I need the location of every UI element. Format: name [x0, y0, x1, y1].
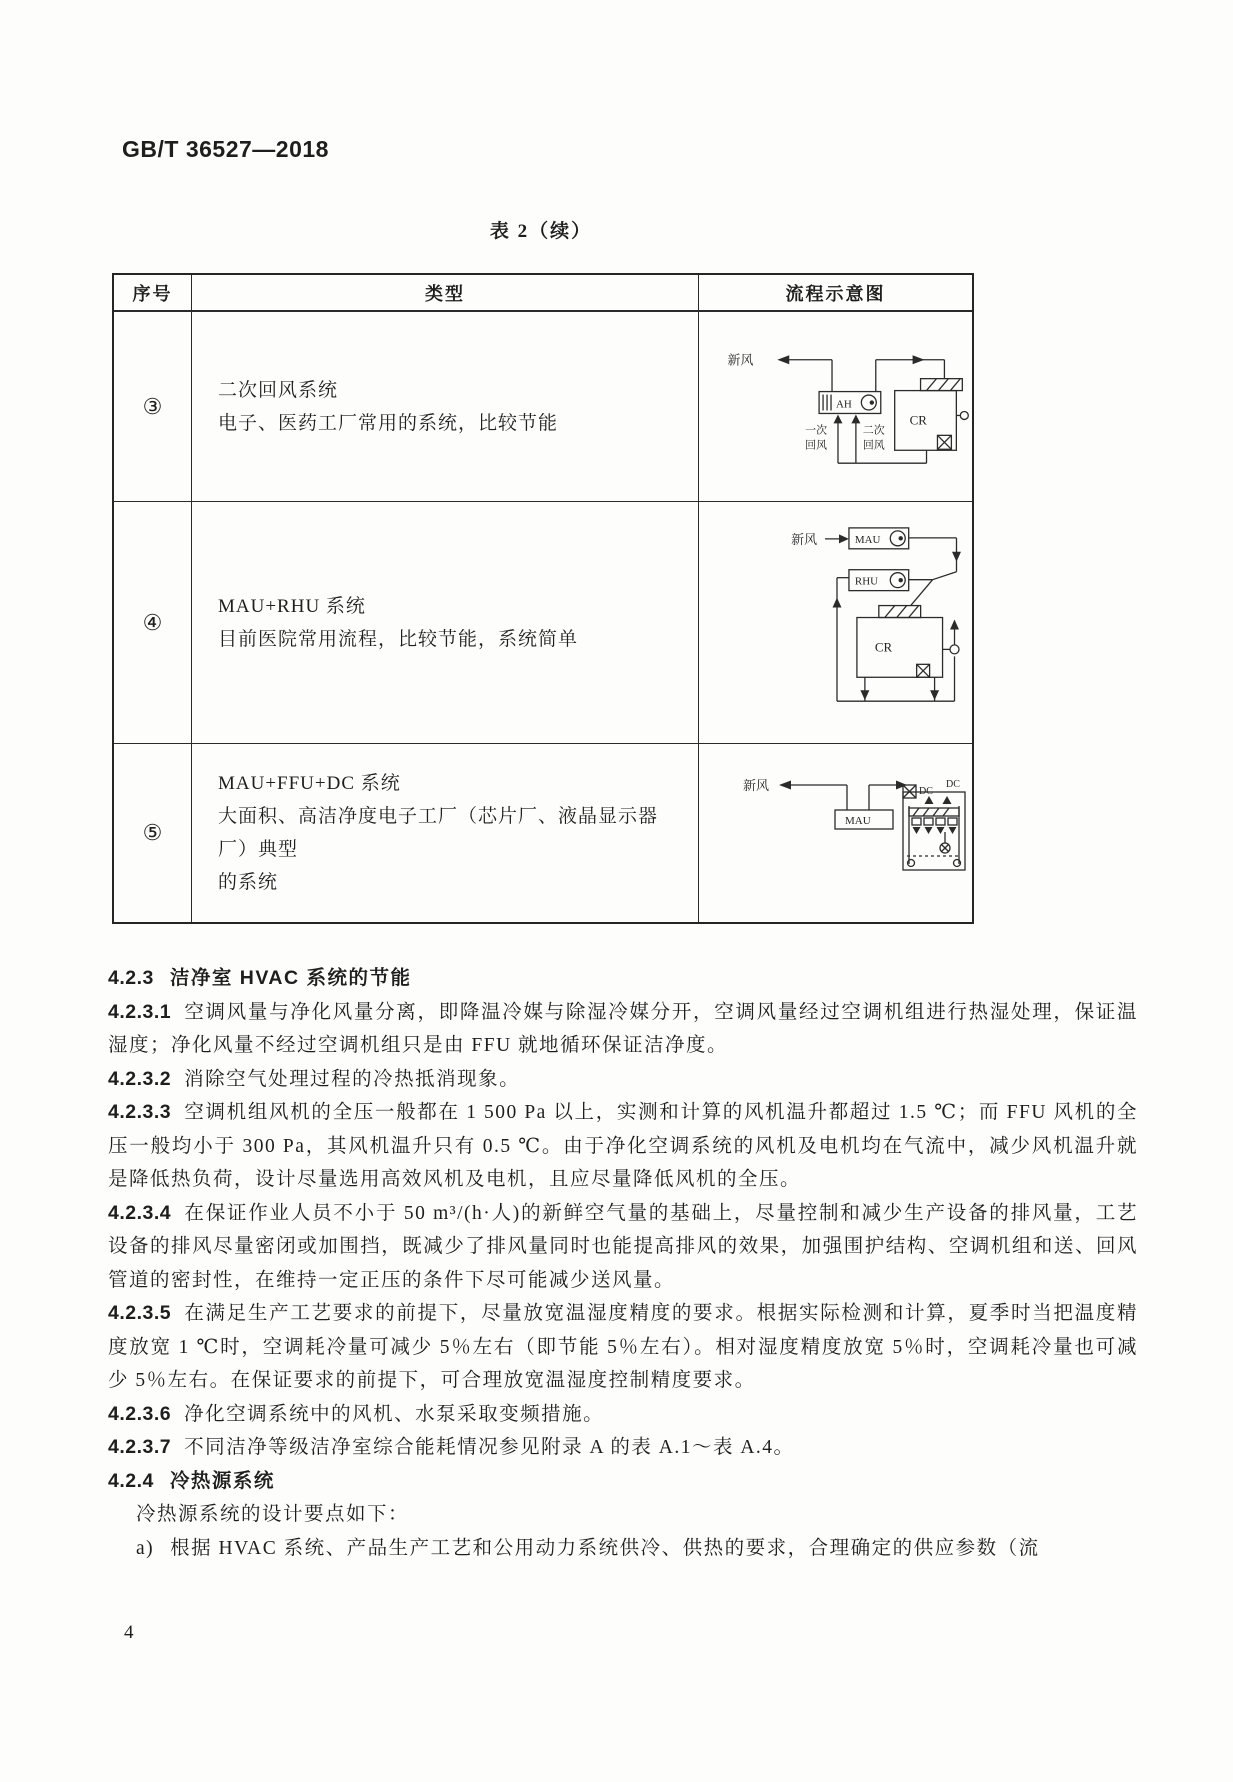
cleanroom-label: CR	[874, 639, 893, 655]
clause-text: 空调机组风机的全压一般都在 1 500 Pa 以上，实测和计算的风机温升都超过 1.5 ℃；而 FFU 风机的全压一般均小于 300 Pa，其风机温升只有 0.5 ℃。由于净化空调系统的风机及电机均在气流中，减少风机温升就是降低热负荷，设计尽量选用高效风机及电机，且应尽量降低风机的全压。	[108, 1102, 1138, 1190]
col-header-index: 序号	[114, 275, 192, 312]
clause-text: 消除空气处理过程的冷热抵消现象。	[184, 1068, 521, 1090]
clause-4-2-3-5	[108, 1297, 1138, 1398]
clause-number: 4.2.3.6	[108, 1402, 172, 1425]
clause-number: 4.2.3.7	[108, 1436, 172, 1458]
type-line: 目前医院常用流程，比较节能，系统简单	[218, 628, 579, 650]
type-line: 的系统	[218, 872, 279, 893]
clause-4-2-3-4	[108, 1197, 1138, 1298]
secondary-return-label: 回风	[862, 439, 885, 452]
clause-4-2-3-7	[108, 1431, 1138, 1465]
row-index-4: ④	[114, 502, 192, 744]
clause-4-2-3-3	[108, 1096, 1138, 1197]
standard-number: GB/T 36527—2018	[122, 136, 329, 162]
clause-4-2-3-2	[108, 1063, 1138, 1097]
section-heading-4-2-3	[108, 962, 1138, 996]
clause-4-2-3-1	[108, 996, 1138, 1063]
clause-number: 4.2.3.2	[108, 1067, 172, 1090]
mau-ffu-dc-diagram	[699, 744, 972, 922]
type-line: 电子、医药工厂常用的系统，比较节能	[218, 412, 559, 434]
dc-label: DC	[919, 786, 933, 797]
primary-return-label: 回风	[805, 439, 828, 452]
fresh-air-label: 新风	[743, 778, 770, 793]
type-line: MAU+FFU+DC 系统	[218, 773, 401, 794]
section-number: 4.2.4	[108, 1469, 154, 1492]
row-diagram-3	[699, 312, 972, 502]
secondary-return-diagram	[699, 312, 972, 501]
ahu-label: AH	[835, 398, 852, 411]
secondary-return-label: 二次	[862, 424, 885, 437]
row-index-3: ③	[114, 312, 192, 502]
row-type-4	[192, 502, 699, 744]
section-title: 冷热源系统	[169, 1469, 275, 1492]
type-line: 二次回风系统	[218, 379, 339, 401]
clause-number: 4.2.3.1	[108, 1000, 172, 1023]
section-heading-4-2-4	[108, 1465, 1138, 1499]
mau-rhu-diagram	[699, 502, 972, 743]
cleanroom-label: CR	[909, 412, 927, 428]
row-diagram-4	[699, 502, 972, 744]
col-header-diagram: 流程示意图	[699, 275, 972, 312]
clause-text: 在满足生产工艺要求的前提下，尽量放宽温湿度精度的要求。根据实际检测和计算，夏季时当把温度精度放宽 1 ℃时，空调耗冷量可减少 5％左右（即节能 5％左右）。相对湿度精度放宽 5％时，空调耗冷量也可减少 5％左右。在保证要求的前提下，可合理放宽温湿度控制精度要求。	[108, 1303, 1138, 1391]
fresh-air-label: 新风	[727, 352, 754, 368]
section-title: 洁净室 HVAC 系统的节能	[169, 967, 412, 989]
list-item-a	[108, 1532, 1138, 1566]
type-line: 大面积、高洁净度电子工厂（芯片厂、液晶显示器厂）典型	[218, 806, 659, 860]
list-item-label: a)	[136, 1537, 155, 1559]
type-line: MAU+RHU 系统	[218, 595, 366, 617]
col-header-type: 类型	[192, 275, 699, 312]
row-type-3	[192, 312, 699, 502]
row-diagram-5	[699, 744, 972, 922]
intro-line: 冷热源系统的设计要点如下：	[136, 1504, 410, 1525]
clause-text: 净化空调系统中的风机、水泵采取变频措施。	[184, 1403, 605, 1425]
row-index-5: ⑤	[114, 744, 192, 922]
clause-text: 空调风量与净化风量分离，即降温冷媒与除湿冷媒分开，空调风量经过空调机组进行热湿处理，保证温湿度；净化风量不经过空调机组只是由 FFU 就地循环保证洁净度。	[108, 1001, 1138, 1056]
primary-return-label: 一次	[805, 424, 828, 437]
clause-number: 4.2.3.5	[108, 1302, 172, 1324]
body-text	[108, 962, 1138, 1565]
list-item-text: 根据 HVAC 系统、产品生产工艺和公用动力系统供冷、供热的要求，合理确定的供应参数（流	[170, 1537, 1040, 1559]
rhu-label: RHU	[854, 575, 879, 588]
clause-number: 4.2.3.4	[108, 1201, 172, 1224]
table-title: 表 2（续）	[489, 221, 593, 242]
clause-text: 不同洁净等级洁净室综合能耗情况参见附录 A 的表 A.1～表 A.4。	[184, 1437, 795, 1458]
page-number: 4	[124, 1622, 134, 1643]
table-2-continued	[112, 273, 974, 924]
clause-4-2-3-6	[108, 1398, 1138, 1432]
clause-text: 在保证作业人员不小于 50 m³/(h·人)的新鲜空气量的基础上，尽量控制和减少生产设备的排风量，工艺设备的排风尽量密闭或加围挡，既减少了排风量同时也能提高排风的效果，加强围护结构、空调机组和送、回风管道的密封性，在维持一定正压的条件下尽可能减少送风量。	[108, 1202, 1138, 1291]
mau-label: MAU	[854, 533, 881, 546]
section-number: 4.2.3	[108, 967, 154, 989]
fresh-air-label: 新风	[791, 531, 818, 547]
row-type-5	[192, 744, 699, 922]
clause-number: 4.2.3.3	[108, 1101, 172, 1123]
mau-label: MAU	[845, 815, 871, 827]
dc-label: DC	[946, 779, 960, 790]
